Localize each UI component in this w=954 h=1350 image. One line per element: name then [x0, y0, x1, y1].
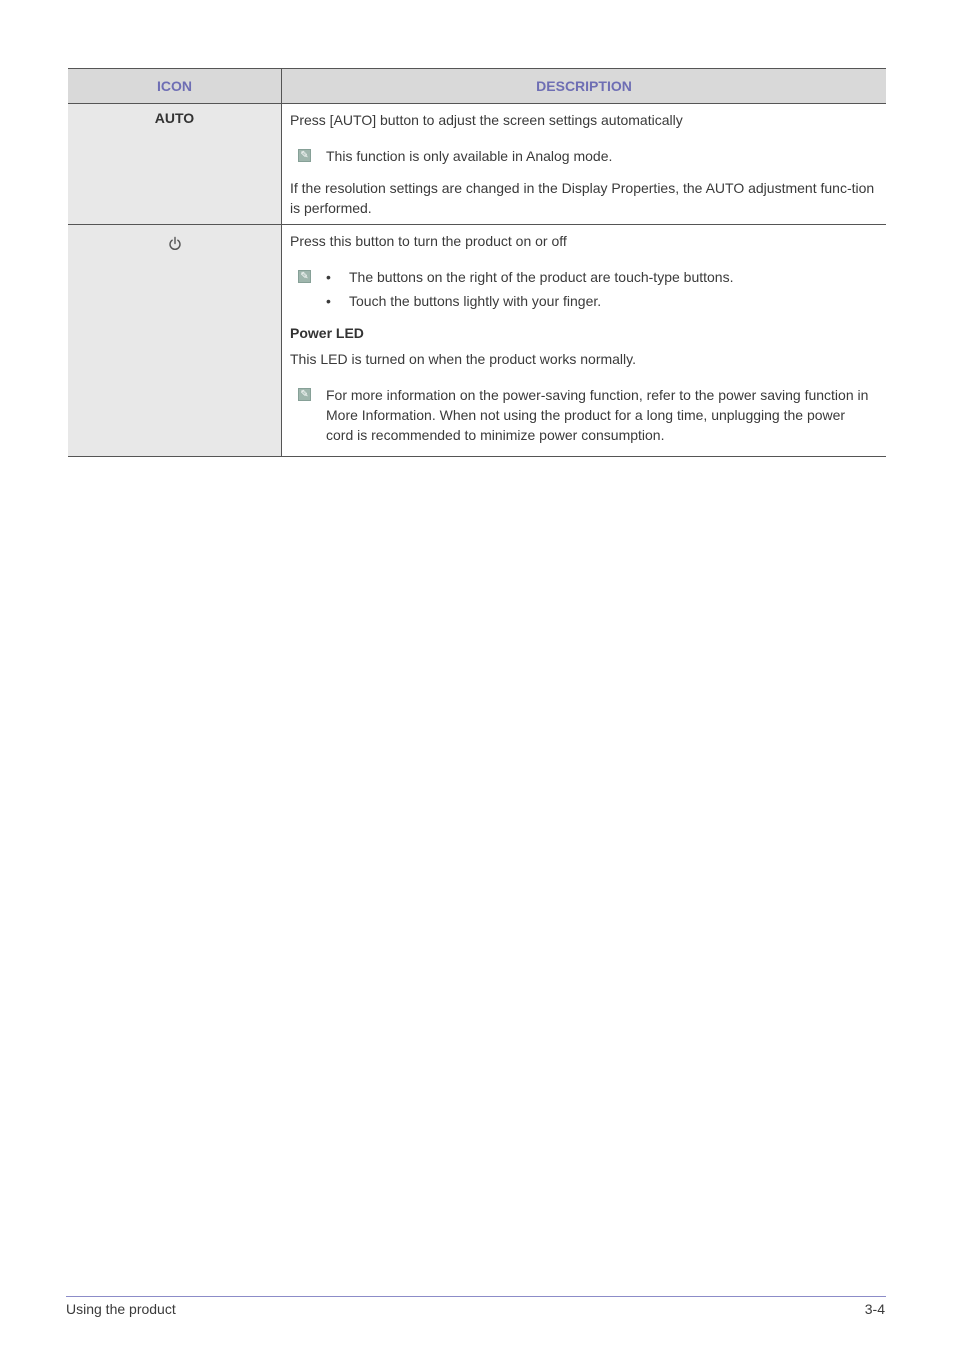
bullet-dot: • [326, 269, 331, 285]
table-header-row [68, 69, 886, 104]
auto-intro-text: Press [AUTO] button to adjust the screen settings automatically [290, 112, 683, 128]
icon-description-table [68, 68, 886, 457]
power-intro-text: Press this button to turn the product on or off [290, 233, 567, 249]
power-saving-note [290, 385, 876, 445]
bullet-text: Touch the buttons lightly with your finger. [349, 293, 602, 309]
note-pencil-icon: ✎ [298, 388, 311, 401]
power-led-heading: Power LED [290, 325, 364, 341]
auto-icon-cell [68, 104, 282, 225]
footer-divider [66, 1296, 886, 1297]
note-pencil-icon: ✎ [298, 149, 311, 162]
power-icon-cell [68, 225, 282, 457]
auto-description-cell [282, 104, 887, 225]
list-item [326, 267, 876, 287]
auto-note-text: This function is only available in Analog mode. [326, 148, 613, 164]
footer-section-title: Using the product [66, 1301, 176, 1317]
table-row-auto [68, 104, 886, 225]
power-bullet-list [326, 267, 876, 311]
bullet-text: The buttons on the right of the product are touch-type buttons. [349, 269, 734, 285]
power-bullet-note [290, 267, 876, 311]
auto-extra-text: If the resolution settings are changed in the Display Properties, the AUTO adjustment func-tion is performed. [290, 180, 875, 216]
footer-page-number: 3-4 [864, 1301, 885, 1317]
description-column-header: DESCRIPTION [282, 69, 887, 104]
auto-label: AUTO [154, 110, 195, 126]
power-icon [168, 236, 182, 255]
bullet-dot: • [326, 293, 331, 309]
list-item [326, 291, 876, 311]
note-pencil-icon: ✎ [298, 270, 311, 283]
table-row-power [68, 225, 886, 457]
icon-column-header: ICON [68, 69, 282, 104]
power-led-text: This LED is turned on when the product works normally. [290, 351, 637, 367]
power-description-cell [282, 225, 887, 457]
auto-note [290, 146, 876, 166]
power-saving-note-text: For more information on the power-saving function, refer to the power saving function in More Information. When not using the product for a long time, unplugging the power cord is recommended to minimize power consumption. [326, 387, 869, 443]
